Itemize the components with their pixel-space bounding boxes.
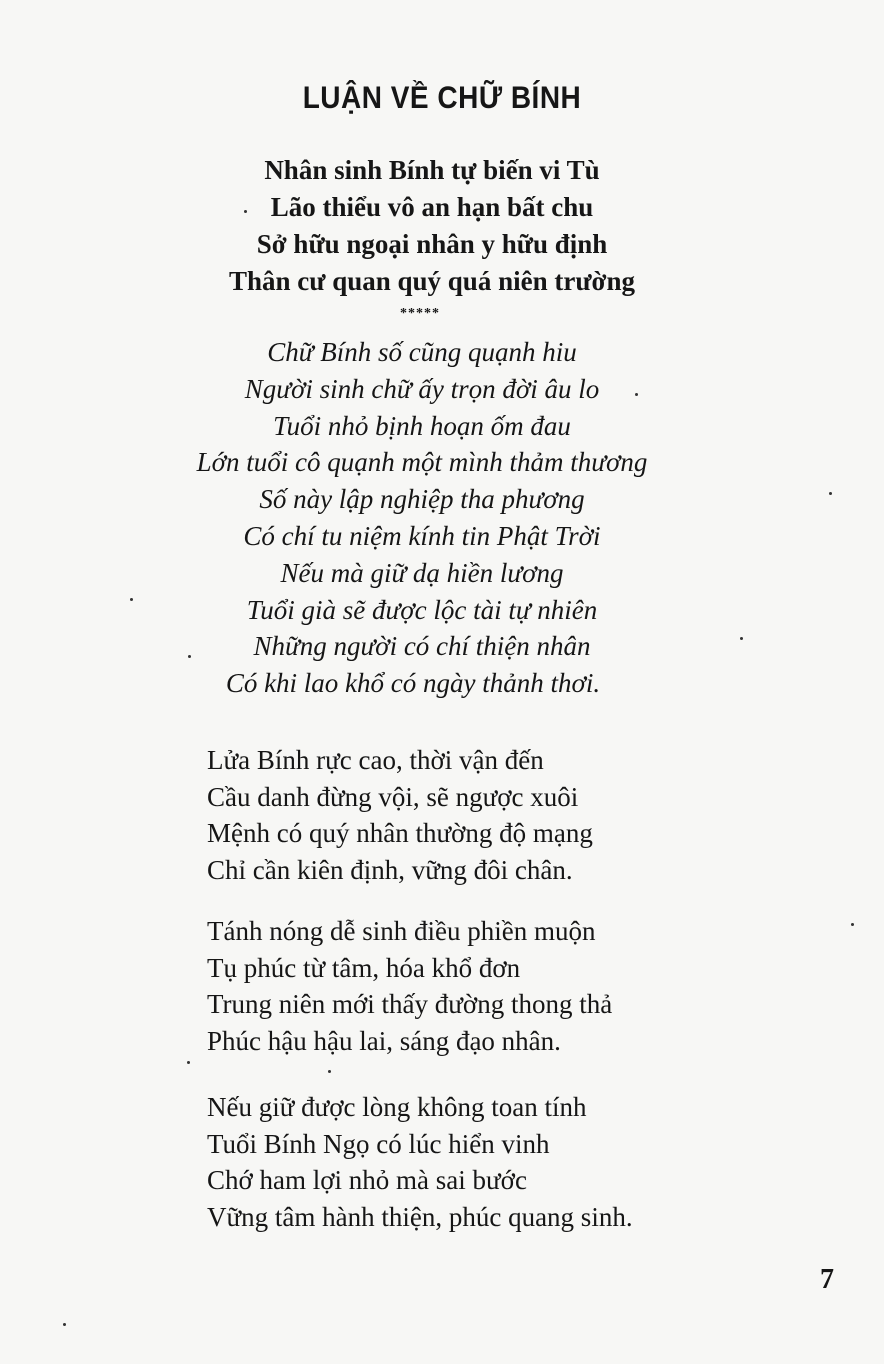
scan-speck xyxy=(63,1323,66,1326)
verse-line: Trung niên mới thấy đường thong thả xyxy=(207,989,613,1019)
verse-line: Lớn tuổi cô quạnh một mình thảm thương xyxy=(196,447,648,478)
section-separator: ***** xyxy=(400,306,440,321)
verse-line: Nhân sinh Bính tự biến vi Tù xyxy=(264,155,600,185)
verse-line: Tuổi Bính Ngọ có lúc hiển vinh xyxy=(207,1128,550,1159)
verse-line: Tụ phúc từ tâm, hóa khổ đơn xyxy=(207,952,521,983)
verse-line: Người sinh chữ ấy trọn đời âu lo xyxy=(244,373,600,404)
verse-line: Chỉ cần kiên định, vững đôi chân. xyxy=(207,854,573,885)
scan-speck xyxy=(244,210,247,213)
verse-line: Lửa Bính rực cao, thời vận đến xyxy=(207,745,544,775)
scan-speck xyxy=(130,598,133,601)
verse-line: Nếu giữ được lòng không toan tính xyxy=(207,1092,587,1122)
verse-stanza-4 xyxy=(207,913,612,1059)
verse-line: Mệnh có quý nhân thường độ mạng xyxy=(207,818,593,848)
scan-speck xyxy=(187,1061,190,1064)
scan-speck xyxy=(851,923,854,926)
scan-speck xyxy=(829,492,832,495)
luc-bat-verse xyxy=(0,334,844,702)
page-title: LUẬN VỀ CHỮ BÍNH xyxy=(302,80,582,115)
han-viet-verse xyxy=(0,152,864,300)
verse-line: Lão thiểu vô an hạn bất chu xyxy=(270,192,594,222)
verse-line: Thân cư quan quý quá niên trường xyxy=(228,266,635,296)
page-number: 7 xyxy=(820,1264,834,1295)
scan-speck xyxy=(188,655,191,658)
scan-speck xyxy=(635,393,638,396)
verse-line: Số này lập nghiệp tha phương xyxy=(259,484,585,515)
scan-speck xyxy=(328,1070,331,1073)
verse-stanza-5 xyxy=(207,1089,633,1235)
verse-line: Có khi lao khổ có ngày thảnh thơi. xyxy=(225,668,601,699)
verse-line: Những người có chí thiện nhân xyxy=(253,631,591,662)
verse-line: Sở hữu ngoại nhân y hữu định xyxy=(256,229,608,259)
verse-line: Tuổi già sẽ được lộc tài tự nhiên xyxy=(246,594,598,625)
verse-stanza-3 xyxy=(207,742,593,888)
scan-speck xyxy=(740,637,743,640)
verse-line: Vững tâm hành thiện, phúc quang sinh. xyxy=(207,1201,633,1232)
verse-line: Phúc hậu hậu lai, sáng đạo nhân. xyxy=(207,1025,561,1056)
verse-line: Tánh nóng dễ sinh điều phiền muộn xyxy=(207,916,596,946)
verse-line: Tuổi nhỏ bịnh hoạn ốm đau xyxy=(273,410,571,441)
verse-line: Cầu danh đừng vội, sẽ ngược xuôi xyxy=(207,781,579,812)
verse-line: Chữ Bính số cũng quạnh hiu xyxy=(267,337,577,367)
verse-line: Có chí tu niệm kính tin Phật Trời xyxy=(243,520,601,551)
verse-line: Chớ ham lợi nhỏ mà sai bước xyxy=(207,1165,527,1195)
verse-line: Nếu mà giữ dạ hiền lương xyxy=(280,557,564,588)
